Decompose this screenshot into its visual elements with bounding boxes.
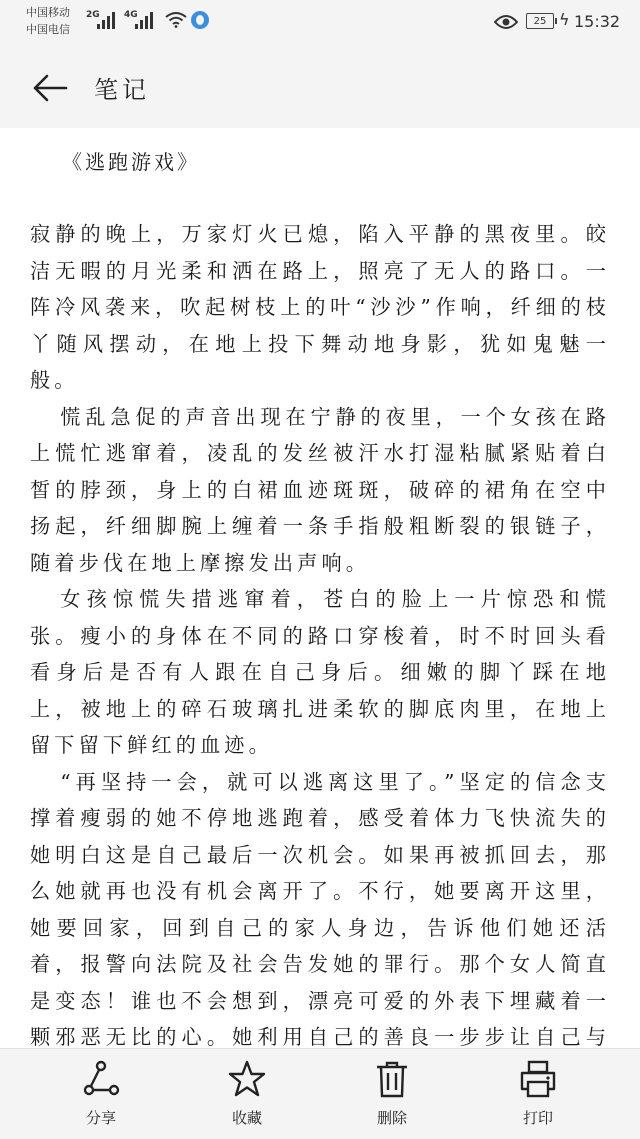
- app-header: [0, 44, 640, 128]
- printer-icon: [518, 1059, 558, 1099]
- print-button[interactable]: [483, 1059, 593, 1128]
- back-button[interactable]: [28, 66, 72, 110]
- battery-indicator: 25: [526, 13, 554, 29]
- page-title: 笔记: [94, 76, 150, 104]
- signal-icon-2: [135, 12, 153, 29]
- note-title: 《逃跑游戏》: [62, 150, 200, 174]
- carrier-names: [26, 4, 70, 38]
- signal-icon: [97, 12, 115, 29]
- paragraph: “再坚持一会，就可以逃离这里了。”坚定的信念支撑着瘦弱的她不停地逃跑着，感受着体力飞快流失的她明白这是自己最后一次机会。如果再被抓回去，那么她就再也没有机会离开了。不行，她要离开这里，她要回家，回到自己的家人身边，告诉他们她还活着，报警向法院及社会告发她的罪行。那个女人简直是变态！谁也不会想到，漂亮可爱的外表下埋藏着一颗邪恶无比的心。她利用自己的善良一步步让自己与: [30, 769, 610, 1048]
- paragraph: 女孩惊慌失措逃窜着，苍白的脸上一片惊恐和慌张。瘦小的身体在不同的路口穿梭着，时不时回头看看身后是否有人跟在自己身后。细嫩的脚丫踩在地上，被地上的碎石玻璃扎进柔软的脚底肉里，在地上留下留下鲜红的血迹。: [30, 587, 610, 757]
- carrier-1: 中国移动: [26, 6, 70, 19]
- delete-label: 删除: [376, 1109, 407, 1127]
- favorite-label: 收藏: [231, 1109, 262, 1127]
- star-icon: [227, 1059, 267, 1099]
- share-button[interactable]: [46, 1059, 156, 1128]
- favorite-button[interactable]: [192, 1059, 302, 1128]
- paragraph: 寂静的晚上，万家灯火已熄，陷入平静的黑夜里。皎洁无暇的月光柔和洒在路上，照亮了无人的路口。一阵冷风袭来，吹起树枝上的叶“沙沙”作响，纤细的枝丫随风摆动，在地上投下舞动地身影，犹如鬼魅一般。: [30, 222, 610, 392]
- trash-icon: [372, 1059, 412, 1099]
- app-notification-icon: [191, 11, 209, 29]
- share-icon: [81, 1059, 121, 1099]
- note-content[interactable]: [0, 128, 640, 1048]
- status-bar: [0, 0, 640, 44]
- bottom-toolbar: [0, 1048, 640, 1139]
- charging-icon: ϟ: [559, 10, 570, 29]
- note-body: [30, 216, 610, 1048]
- arrow-left-icon: [32, 73, 68, 103]
- carrier-2: 中国电信: [26, 23, 70, 36]
- clock: 15:32: [574, 12, 621, 31]
- paragraph: 慌乱急促的声音出现在宁静的夜里，一个女孩在路上慌忙逃窜着，凌乱的发丝被汗水打湿粘腻紧贴着白皙的脖颈，身上的白裙血迹斑斑，破碎的裙角在空中扬起，纤细脚腕上缠着一条手指般粗断裂的银链子，随着步伐在地上摩擦发出声响。: [30, 404, 610, 575]
- print-label: 打印: [522, 1109, 553, 1127]
- network-type-2: 4G: [124, 10, 138, 20]
- eye-comfort-icon: [494, 14, 518, 30]
- delete-button[interactable]: [337, 1059, 447, 1128]
- wifi-icon: [165, 12, 187, 28]
- share-label: 分享: [85, 1109, 116, 1127]
- network-type-1: 2G: [86, 10, 100, 20]
